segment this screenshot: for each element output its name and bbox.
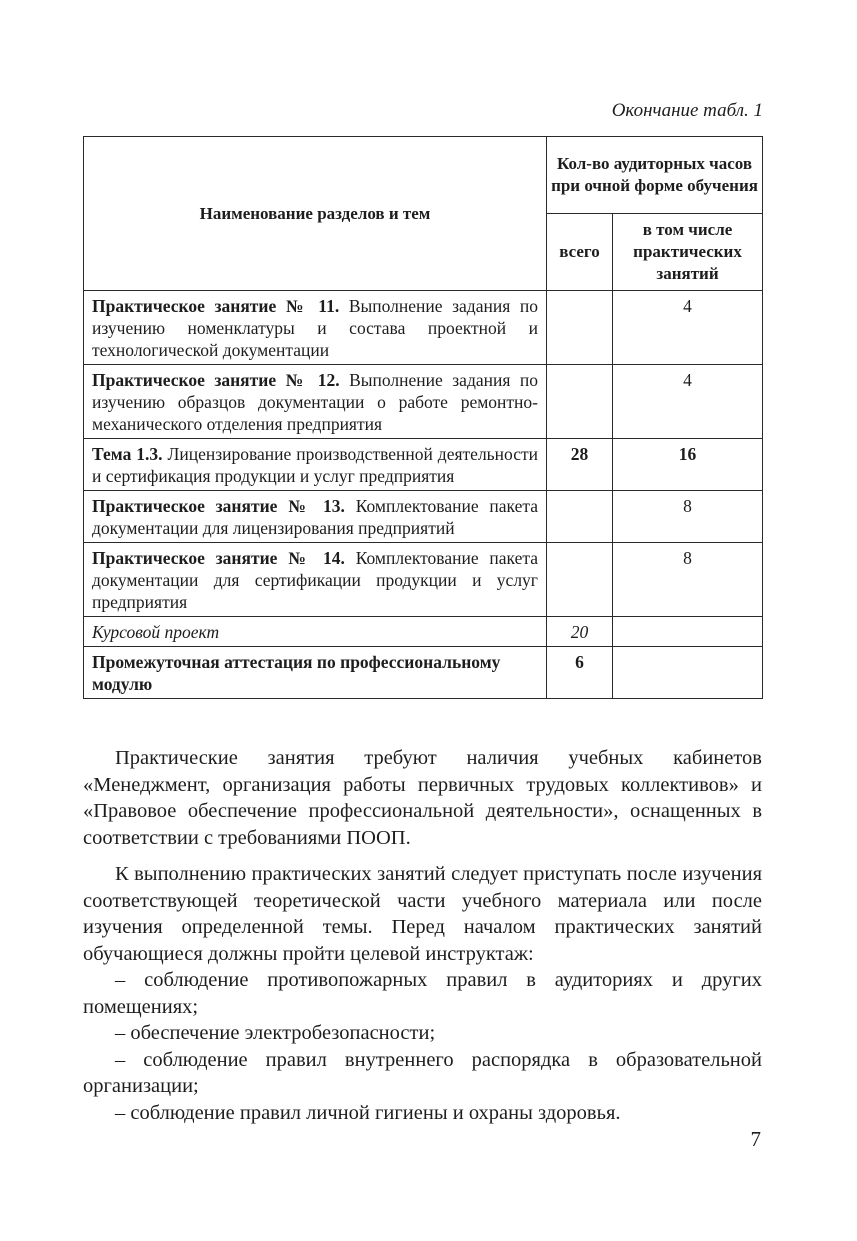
- topic-text: Лицензирование производственной деятельности и сертификация продукции и услуг предприятия: [92, 444, 538, 486]
- table-row: [84, 617, 763, 647]
- list-item: – соблюдение правил внутреннего распорядка в образовательной организации;: [83, 1048, 762, 1097]
- table-row: [84, 291, 763, 365]
- total-cell: [547, 491, 613, 543]
- topic-cell: [84, 291, 547, 365]
- topic-title: Практическое занятие № 13.: [92, 496, 345, 516]
- practical-cell: [613, 617, 763, 647]
- topic-text: Выполнение задания по изучению номенклатуры и состава проектной и технологической документации: [92, 296, 538, 360]
- header-hours-group: Кол-во аудиторных часов при очной форме обучения: [547, 137, 763, 214]
- table-header-row: [84, 137, 763, 214]
- practical-cell: [613, 647, 763, 699]
- topic-title: Практическое занятие № 14.: [92, 548, 345, 568]
- header-practical: в том числе практических занятий: [613, 214, 763, 291]
- total-cell: 28: [547, 439, 613, 491]
- practical-cell: 8: [613, 543, 763, 617]
- header-topic-name: Наименование разделов и тем: [84, 137, 547, 291]
- body-text: [83, 745, 762, 1126]
- topic-title: Практическое занятие № 12.: [92, 370, 340, 390]
- topic-cell: [84, 365, 547, 439]
- table-row: [84, 543, 763, 617]
- total-cell: 6: [547, 647, 613, 699]
- table-row: [84, 439, 763, 491]
- topic-cell: Промежуточная аттестация по профессиональному модулю: [84, 647, 547, 699]
- list-item: – обеспечение электробезопасности;: [115, 1022, 436, 1044]
- topic-text: Комплектование пакета документации для лицензирования предприятий: [92, 496, 538, 538]
- header-total: всего: [547, 214, 613, 291]
- practical-cell: 8: [613, 491, 763, 543]
- topic-cell: [84, 543, 547, 617]
- topic-text: Комплектование пакета документации для сертификации продукции и услуг предприятия: [92, 548, 538, 612]
- table-row: [84, 647, 763, 699]
- total-cell: [547, 291, 613, 365]
- practical-cell: 4: [613, 291, 763, 365]
- hours-table: [83, 136, 763, 699]
- topic-cell: Курсовой проект: [84, 617, 547, 647]
- practical-cell: 4: [613, 365, 763, 439]
- paragraph: Практические занятия требуют наличия учебных кабинетов «Менеджмент, организация работы первичных трудовых коллективов» и «Правовое обеспечение профессиональной деятельности», оснащенных в соответствии с требованиями ПООП.: [83, 747, 762, 849]
- list-item: – соблюдение противопожарных правил в аудиториях и других помещениях;: [83, 969, 762, 1018]
- page-number: 7: [750, 1127, 761, 1151]
- topic-title: Практическое занятие № 11.: [92, 296, 340, 316]
- table-row: [84, 365, 763, 439]
- table-row: [84, 491, 763, 543]
- table-caption: Окончание табл. 1: [611, 100, 763, 121]
- total-cell: [547, 365, 613, 439]
- paragraph: К выполнению практических занятий следует приступать после изучения соответствующей теоретической части учебного материала или после изучения определенной темы. Перед началом практических занятий обучающиеся должны пройти целевой инструктаж:: [83, 863, 762, 965]
- total-cell: [547, 543, 613, 617]
- topic-title: Тема 1.3.: [92, 444, 163, 464]
- total-cell: 20: [547, 617, 613, 647]
- practical-cell: 16: [613, 439, 763, 491]
- topic-text: Выполнение задания по изучению образцов документации о работе ремонтно-механического отделения предприятия: [92, 370, 538, 434]
- topic-cell: [84, 491, 547, 543]
- topic-cell: [84, 439, 547, 491]
- list-item: – соблюдение правил личной гигиены и охраны здоровья.: [115, 1101, 621, 1124]
